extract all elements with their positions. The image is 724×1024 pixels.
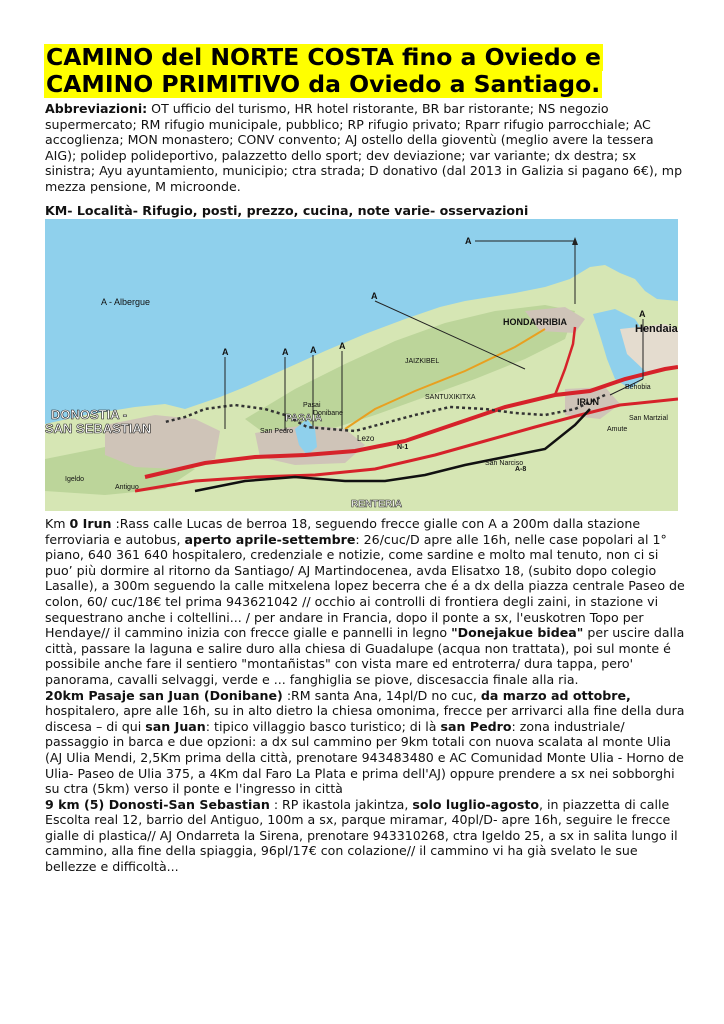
place-irun: IRUN (577, 397, 599, 407)
place-san-pedro: San Pedro (260, 428, 294, 435)
entry-pasaje-text-3: : tipico villaggio basco turistico; di là (205, 718, 441, 734)
entry-pasaje (45, 688, 685, 797)
entry-irun-text-3: per uscire dalla città, passare la laguna e salire duro alla chiesa di Guadalupe (acqua non trattata), poi sul monte é possibile anche fare il sentiero "montañistas" con vista mare ed entroterra/ dura tappa, pero' panorama, cavalli selvaggi, verde e ... fanghiglia se piove, discesaccia finale alla ria. (45, 625, 685, 687)
albergue-marker-1: A (222, 347, 229, 357)
place-san-narciso: San Narciso (485, 460, 524, 467)
entry-pasaje-title: 20km Pasaje san Juan (Donibane) (45, 687, 283, 703)
place-donostia: DONOSTIA - (51, 407, 128, 422)
albergue-marker-2: A (282, 347, 289, 357)
place-behobia: Behobia (625, 384, 651, 391)
entry-pasaje-text-2: hospitalero, apre alle 16h, su in alto dietro la chiesa omonima, frecce per arrivarci alla fine della dura discesa – di qui (45, 703, 685, 734)
place-pasai: Pasai (303, 402, 321, 409)
legend-albergue: A - Albergue (101, 297, 151, 307)
place-hendaia: Hendaia (635, 323, 678, 335)
abbreviations-paragraph (45, 101, 685, 195)
entry-pasaje-san-juan: san Juan (145, 718, 206, 734)
albergue-marker-4: A (339, 341, 346, 351)
road-label-n1: N-1 (397, 444, 409, 451)
place-san-sebastian: SAN SEBASTIAN (45, 421, 152, 436)
entry-pasaje-san-pedro: san Pedro (440, 718, 512, 734)
place-donibane: Donibane (313, 410, 343, 417)
title-line-1: CAMINO del NORTE COSTA fino a Oviedo e (46, 43, 601, 71)
entry-irun-km: Km (45, 516, 70, 531)
entry-donosti-text-1: : RP ikastola jakintza, (269, 796, 413, 812)
place-santuxikitxa: SANTUXIKITXA (425, 394, 476, 401)
entry-irun-text-1: :Rass calle Lucas de berroa 18, seguendo frecce gialle con A a 200m dalla stazione ferroviaria e autobus, (45, 516, 641, 547)
section-heading: KM- Località- Rifugio, posti, prezzo, cucina, note varie- osservazioni (45, 203, 529, 218)
entry-donosti-title: 9 km (5) Donosti-San Sebastian (45, 796, 270, 812)
place-pasaia: PASAIA (285, 413, 323, 424)
entry-donosti (45, 797, 685, 875)
albergue-marker-5: A (371, 291, 378, 301)
abbreviations-label: Abbreviazioni: (45, 101, 148, 116)
albergue-marker-7: A (639, 309, 646, 319)
place-antiguo: Antiguo (115, 484, 139, 491)
place-lezo: Lezo (357, 434, 375, 443)
abbreviations-text: OT ufficio del turismo, HR hotel ristorante, BR bar ristorante; NS negozio supermercato; RM rifugio municipale, pubblico; RP rifugio privato; Rparr rifugio parrocchiale; AC accoglienza; MON monastero; CONV convento; AJ ostello della gioventù (meglio avere la tessera AIG); polidep polideportivo, palazzetto dello sport; dev deviazione; var variante; dx destra; sx sinistra; Ayu ayuntamiento, municipio; ctra strada; D donativo (dal 2013 in Galizia si pagano 6€), mp mezza pensione, M microonde. (45, 101, 683, 194)
entry-irun-season: aperto aprile-settembre (184, 531, 356, 547)
page-title (44, 44, 684, 98)
map-drawing (45, 219, 678, 511)
entry-pasaje-text-4: : zona industriale/ passaggio in barca e due opzioni: a dx sul cammino per 9km totali con nuova scalata al monte Ulia (AJ Ulia Mendi, 2,5Km prima della città, prenotare 943483480 e AC Comunidad Monte Ulia - Horno de Ulia- Paseo de Ulia 375, a 4Km dal Faro La Plata e prima dell'AJ) oppure prendere a sx nei sobborghi su ctra (5km) verso il ponte e l'ingresso in città (45, 718, 684, 797)
place-hondarribia: HONDARRIBIA (503, 317, 567, 327)
itinerary-text (45, 516, 685, 875)
place-san-marzial: San Martzial (629, 415, 668, 422)
title-line-2: CAMINO PRIMITIVO da Oviedo a Santiago. (46, 70, 601, 98)
entry-pasaje-text-1: :RM santa Ana, 14pl/D no cuc, (282, 687, 481, 703)
entry-irun-text-2: : 26/cuc/D apre alle 16h, nelle case popolari al 1° piano, 640 361 640 hospitalero, credenziale e notizie, come sardine e molto mal tenuto, non ci si puo’ più dormire al ritorno da Santiago/ AJ Martindocenea, avda Elisatxo 18, (subito dopo colegio Lasalle), a 300m seguendo la calle mitxelena lopez becerra che é a dx della piazza centrale Paseo de colon, 60/ cuc/18€ tel prima 943621042 // occhio ai controlli di frontiera degli zaini, in stazione vi sequestrano anche i coltellini... / per andare in Francia, dopo il ponte a sx, l'euskotren Topo per Hendaye// il cammino inizia con frecce gialle e pannelli in legno (45, 531, 685, 641)
entry-irun (45, 516, 685, 688)
place-igeldo: Igeldo (65, 476, 85, 483)
place-amute: Amute (607, 426, 628, 433)
entry-irun-title: 0 Irun (69, 516, 112, 531)
place-jaizkibel: JAIZKIBEL (405, 358, 440, 365)
albergue-marker-6: A (465, 236, 472, 246)
entry-donosti-text-2: , in piazzetta di calle Escolta real 12, barrio del Antiguo, 100m a sx, parque miramar, 40pl/D- apre 16h, seguire le frecce gialle di plastica// AJ Ondarreta la Sirena, prenotare 943310268, ctra Igeldo 25, a sx in salita lungo il cammino, alla fine della spiaggia, 96pl/17€ con colazione// il cammino vi ha già svelato le sue bellezze e difficoltà... (45, 796, 678, 875)
route-map (45, 219, 678, 511)
road-label-a8: A-8 (515, 466, 527, 473)
entry-donosti-season: solo luglio-agosto (412, 796, 540, 812)
entry-irun-sign: "Donejakue bidea" (451, 625, 584, 641)
place-renteria: RENTERIA (351, 499, 403, 510)
entry-pasaje-season: da marzo ad ottobre, (480, 687, 631, 703)
albergue-marker-3: A (310, 345, 317, 355)
